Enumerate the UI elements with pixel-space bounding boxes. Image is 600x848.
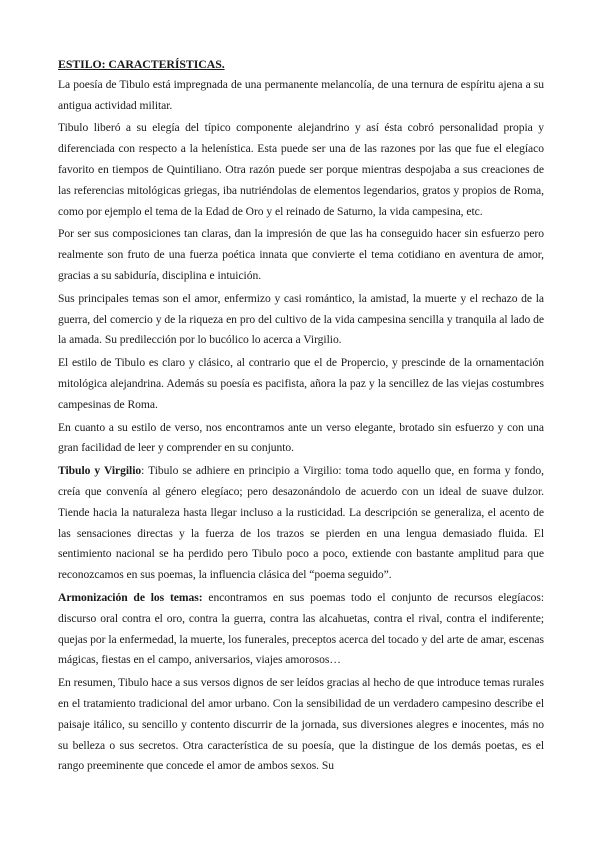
paragraph-text: Tibulo liberó a su elegía del típico componente alejandrino y así ésta cobró personalidad propia y diferenciada con respecto a la helenística. Esta puede ser una de las razones por las que fue el elegíaco favorito en tiempos de Quintiliano. Otra razón puede ser porque mientras despojaba a sus creaciones de las referencias mitológicas griegas, iba nutriéndolas de elementos legendarios, gratos y propios de Roma, como por ejemplo el tema de la Edad de Oro y el reinado de Saturno, la vida campesina, etc.: [58, 121, 544, 218]
document-page: [58, 54, 544, 779]
paragraph-text: En cuanto a su estilo de verso, nos encontramos ante un verso elegante, brotado sin esfuerzo y con una gran facilidad de leer y comprender en su conjunto.: [58, 420, 544, 455]
paragraph-text: La poesía de Tibulo está impregnada de una permanente melancolía, de una ternura de espíritu ajena a su antigua actividad militar.: [58, 77, 544, 112]
paragraph-text: Por ser sus composiciones tan claras, dan la impresión de que las ha conseguido hacer sin esfuerzo pero realmente son fruto de una fuerza poética innata que convierte el tema cotidiano en aventura de amor, gracias a su sabiduría, disciplina e intuición.: [58, 227, 544, 282]
paragraph-5: [58, 353, 544, 415]
paragraph-4: [58, 289, 544, 351]
paragraph-text: En resumen, Tibulo hace a sus versos dignos de ser leídos gracias al hecho de que introduce temas rurales en el tratamiento tradicional del amor urbano. Con la sensibilidad de un verdadero campesino describe el paisaje itálico, su sencillo y contento discurrir de la jornada, sus diversiones alegres e inocentes, más no su belleza o sus secretos. Otra característica de su poesía, que la distingue de los demás poetas, es el rango preeminente que concede el amor de ambos sexos. Su: [58, 676, 544, 773]
paragraph-text: Sus principales temas son el amor, enfermizo y casi romántico, la amistad, la muerte y el rechazo de la guerra, del comercio y de la riqueza en pro del cultivo de la vida campesina sencilla y tranquila al lado de la amada. Su predilección por lo bucólico lo acerca a Virgilio.: [58, 291, 544, 347]
paragraph-3: [58, 224, 544, 286]
paragraph-lead: Armonización de los temas:: [58, 590, 203, 604]
paragraph-7: [58, 461, 544, 586]
paragraph-6: [58, 418, 544, 460]
paragraph-1: [58, 75, 544, 117]
paragraph-text: encontramos en sus poemas todo el conjunto de recursos elegíacos: discurso oral contra el oro, contra la guerra, contra las alcahuetas, contra el rival, contra el indiferente; quejas por la enfermedad, la muerte, los funerales, preceptos acerca del tocado y del arte de amar, escenas mágicas, fiestas en el campo, aniversarios, viajes amorosos…: [58, 590, 545, 667]
paragraph-2: [58, 118, 544, 222]
paragraph-8: [58, 588, 544, 671]
paragraph-text: El estilo de Tibulo es claro y clásico, al contrario que el de Propercio, y prescinde de la ornamentación mitológica alejandrina. Además su poesía es pacifista, añora la paz y la sencillez de las viejas costumbres campesinas de Roma.: [58, 356, 544, 411]
paragraph-lead: Tibulo y Virgilio: [58, 464, 142, 478]
paragraph-9: [58, 673, 544, 777]
paragraph-text: : Tibulo se adhiere en principio a Virgilio: toma todo aquello que, en forma y fondo, creía que convenía al género elegíaco; pero desazonándolo de acuerdo con un ideal de suave dulzor. Tiende hacia la naturaleza hasta llegar incluso a la rusticidad. La descripción se generaliza, el acento de las sensaciones directas y la fuerza de los trazos se pierden en una lengua demasiado fluida. El sentimiento nacional se ha perdido pero Tibulo poco a poco, extiende con bastante amplitud para que reconozcamos en sus poemas, la influencia clásica del “poema seguido”.: [58, 464, 544, 582]
document-title: ESTILO: CARACTERÍSTICAS.: [58, 57, 225, 71]
